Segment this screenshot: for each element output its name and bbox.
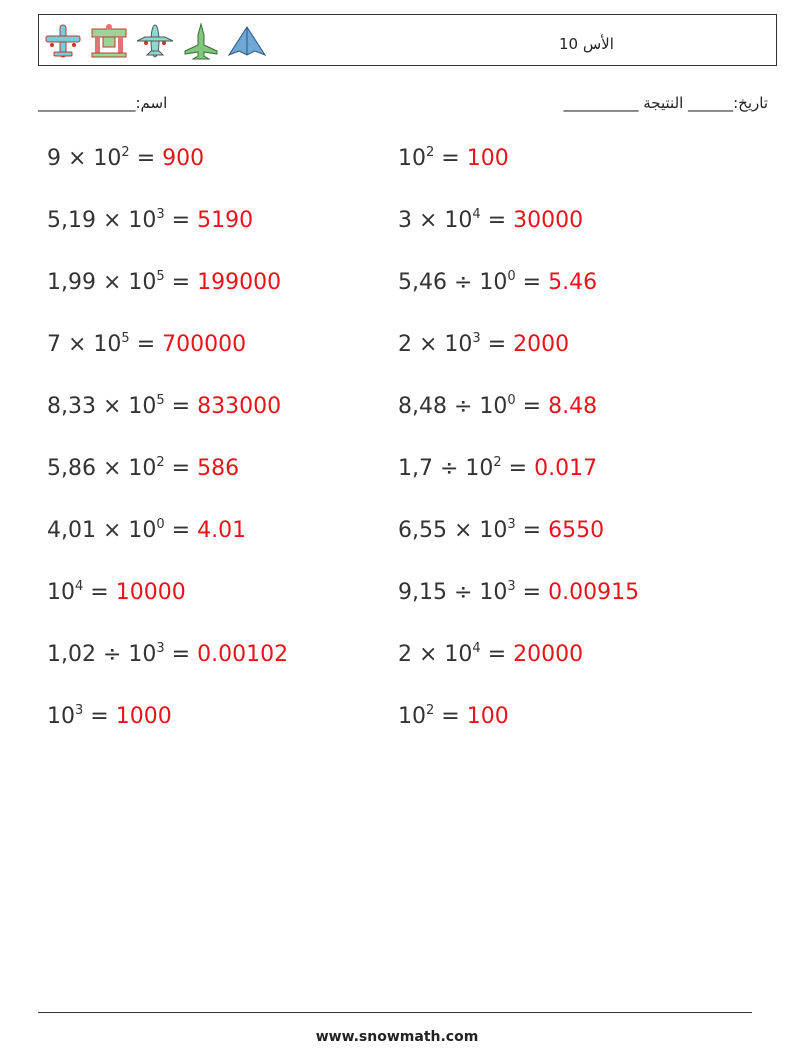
problem-exponent: 2 <box>121 145 130 160</box>
equals-sign: = <box>434 704 467 729</box>
equals-sign: = <box>83 704 116 729</box>
problem-item <box>47 518 246 543</box>
problem-expression: 7 × 10 <box>47 332 122 357</box>
equals-sign: = <box>515 394 549 419</box>
problem-answer: 6550 <box>548 518 605 543</box>
equals-sign: = <box>129 332 163 357</box>
problem-expression: 2 × 10 <box>398 642 473 667</box>
problem-item <box>398 146 509 171</box>
problem-item <box>398 208 583 233</box>
worksheet-header <box>38 14 777 66</box>
equals-sign: = <box>164 518 198 543</box>
problem-exponent: 0 <box>507 393 516 408</box>
problem-exponent: 5 <box>121 331 130 346</box>
name-field <box>38 94 167 112</box>
date-label: تاريخ: <box>733 94 768 112</box>
problem-expression: 5,86 × 10 <box>47 456 157 481</box>
problem-item <box>398 704 509 729</box>
problem-expression: 1,99 × 10 <box>47 270 157 295</box>
stealth-jet-blue-icon <box>227 21 267 61</box>
problem-answer: 100 <box>466 704 509 729</box>
problem-item <box>47 704 172 729</box>
footer-divider <box>38 1012 752 1013</box>
problem-expression: 4,01 × 10 <box>47 518 157 543</box>
equals-sign: = <box>515 270 549 295</box>
date-blank: ______ <box>688 94 734 112</box>
problem-exponent: 3 <box>156 207 165 222</box>
problem-item <box>398 456 597 481</box>
score-blank: __________ <box>563 94 639 112</box>
problem-answer: 30000 <box>513 208 584 233</box>
problem-exponent: 3 <box>156 641 165 656</box>
problem-answer: 700000 <box>162 332 247 357</box>
problem-item <box>47 642 288 667</box>
problem-expression: 3 × 10 <box>398 208 473 233</box>
equals-sign: = <box>480 332 514 357</box>
problem-item <box>398 518 604 543</box>
equals-sign: = <box>515 518 549 543</box>
problem-answer: 20000 <box>513 642 584 667</box>
problem-item <box>47 394 281 419</box>
problem-item <box>47 332 246 357</box>
problem-exponent: 3 <box>507 517 516 532</box>
problem-exponent: 2 <box>426 703 435 718</box>
icon-strip <box>43 21 267 61</box>
score-label: النتيجة <box>643 94 684 112</box>
problem-exponent: 3 <box>507 579 516 594</box>
equals-sign: = <box>164 394 198 419</box>
problem-expression: 9,15 ÷ 10 <box>398 580 508 605</box>
equals-sign: = <box>164 208 198 233</box>
equals-sign: = <box>480 208 514 233</box>
problem-answer: 0.00915 <box>548 580 640 605</box>
equals-sign: = <box>480 642 514 667</box>
problem-item <box>398 580 639 605</box>
problem-item <box>47 208 253 233</box>
problem-exponent: 5 <box>156 393 165 408</box>
problem-answer: 8.48 <box>548 394 598 419</box>
problem-expression: 8,33 × 10 <box>47 394 157 419</box>
problem-expression: 9 × 10 <box>47 146 122 171</box>
problem-answer: 10000 <box>115 580 186 605</box>
problem-answer: 0.017 <box>534 456 598 481</box>
problem-answer: 5.46 <box>548 270 598 295</box>
problem-answer: 199000 <box>197 270 282 295</box>
problem-item <box>47 270 281 295</box>
problem-item <box>398 642 583 667</box>
problem-expression: 8,48 ÷ 10 <box>398 394 508 419</box>
plane-teal-icon <box>135 21 175 61</box>
problem-item <box>47 146 204 171</box>
problem-expression: 2 × 10 <box>398 332 473 357</box>
problem-item <box>47 580 186 605</box>
problem-exponent: 5 <box>156 269 165 284</box>
problem-exponent: 4 <box>472 641 481 656</box>
problem-expression: 1,7 ÷ 10 <box>398 456 494 481</box>
problem-exponent: 3 <box>75 703 84 718</box>
problem-exponent: 3 <box>472 331 481 346</box>
problem-expression: 6,55 × 10 <box>398 518 508 543</box>
problem-exponent: 2 <box>426 145 435 160</box>
problem-answer: 0.00102 <box>197 642 289 667</box>
problem-expression: 10 <box>47 704 75 729</box>
equals-sign: = <box>515 580 549 605</box>
jet-green-icon <box>181 21 221 61</box>
problem-item <box>398 270 597 295</box>
worksheet-title: الأس 10 <box>559 35 614 53</box>
equals-sign: = <box>164 642 198 667</box>
footer-url: www.snowmath.com <box>315 1029 479 1045</box>
problem-exponent: 0 <box>156 517 165 532</box>
problem-item <box>47 456 239 481</box>
problem-exponent: 4 <box>472 207 481 222</box>
problem-answer: 100 <box>466 146 509 171</box>
equals-sign: = <box>129 146 163 171</box>
problem-answer: 586 <box>197 456 240 481</box>
problem-expression: 10 <box>398 704 426 729</box>
problem-answer: 2000 <box>513 332 570 357</box>
problem-answer: 833000 <box>197 394 282 419</box>
problem-answer: 5190 <box>197 208 254 233</box>
plane-cyan-icon <box>43 21 83 61</box>
problem-answer: 900 <box>162 146 205 171</box>
equals-sign: = <box>501 456 535 481</box>
equals-sign: = <box>434 146 467 171</box>
date-score-field <box>563 94 768 112</box>
problem-item <box>398 394 597 419</box>
problem-expression: 5,19 × 10 <box>47 208 157 233</box>
problem-exponent: 0 <box>507 269 516 284</box>
problem-expression: 5,46 ÷ 10 <box>398 270 508 295</box>
problem-expression: 1,02 ÷ 10 <box>47 642 157 667</box>
problem-exponent: 2 <box>156 455 165 470</box>
name-label: اسم: <box>135 94 168 112</box>
equals-sign: = <box>164 270 198 295</box>
problem-expression: 10 <box>47 580 75 605</box>
problem-answer: 1000 <box>115 704 172 729</box>
name-blank: _____________ <box>38 94 136 112</box>
problem-exponent: 2 <box>493 455 502 470</box>
equals-sign: = <box>164 456 198 481</box>
plane-green-red-icon <box>89 21 129 61</box>
problem-expression: 10 <box>398 146 426 171</box>
problem-answer: 4.01 <box>197 518 247 543</box>
problem-exponent: 4 <box>75 579 84 594</box>
equals-sign: = <box>83 580 116 605</box>
problem-item <box>398 332 569 357</box>
